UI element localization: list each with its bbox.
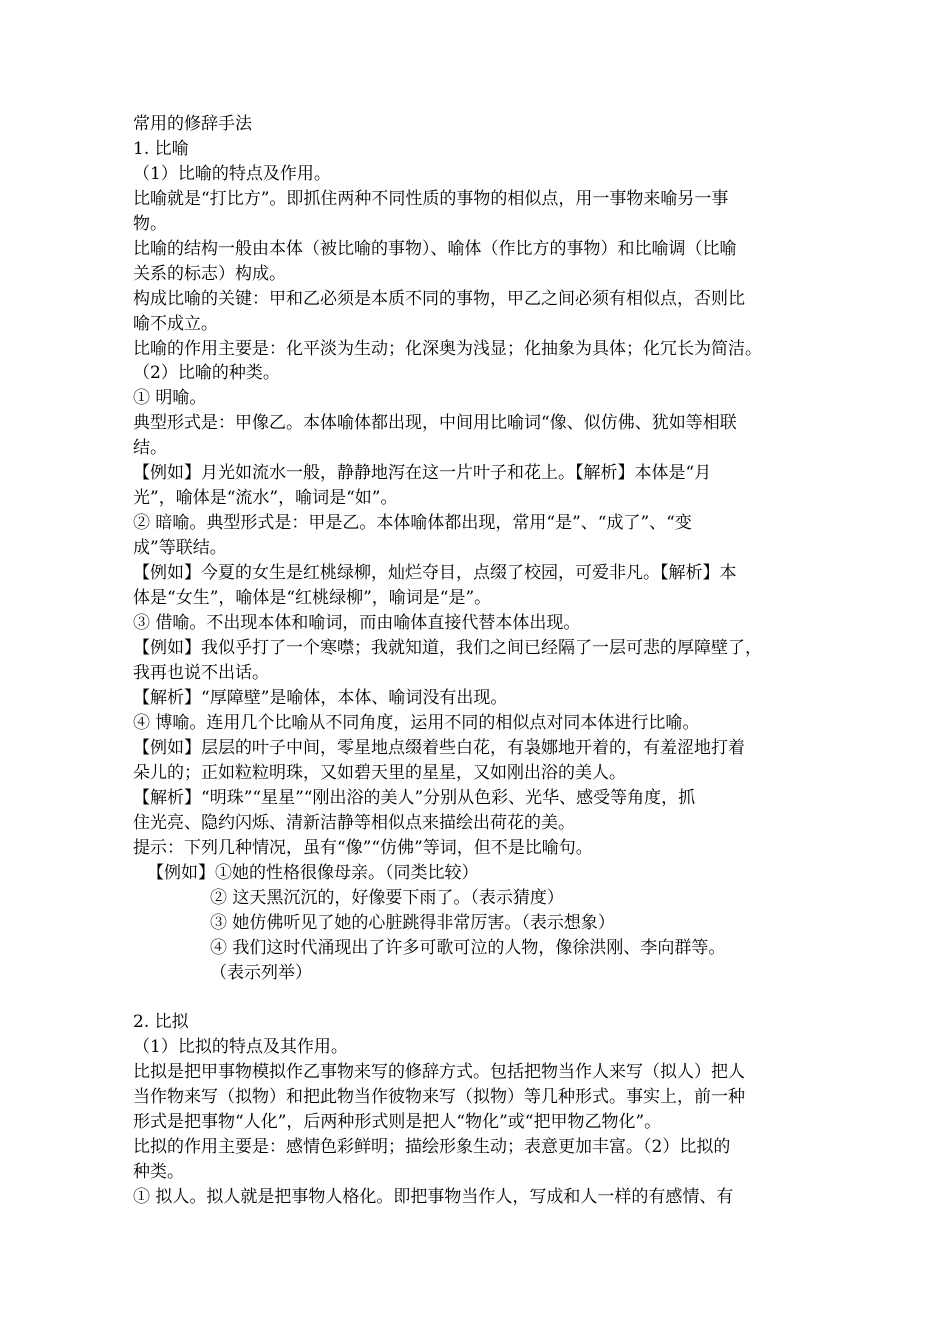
text-line: 【例如】今夏的女生是红桃绿柳，灿烂夺目，点缀了校园，可爱非凡。【解析】本: [133, 563, 737, 583]
section-heading: 2. 比拟: [133, 1012, 189, 1032]
text-line: ④ 博喻。连用几个比喻从不同角度，运用不同的相似点对同本体进行比喻。: [133, 713, 700, 733]
text-line: 关系的标志）构成。: [133, 264, 286, 284]
text-line: 【解析】“厚障壁”是喻体，本体、喻词没有出现。: [133, 688, 508, 708]
section-heading: 1. 比喻: [133, 139, 189, 159]
text-line: 比拟的作用主要是：感情色彩鲜明；描绘形象生动；表意更加丰富。（2）比拟的: [133, 1137, 731, 1157]
document-title: 常用的修辞手法: [133, 114, 252, 134]
text-line: 比喻就是“打比方”。即抓住两种不同性质的事物的相似点，用一事物来喻另一事: [133, 189, 729, 209]
text-line: ③ 借喻。不出现本体和喻词，而由喻体直接代替本体出现。: [133, 613, 581, 633]
text-line: 我再也说不出话。: [133, 663, 269, 683]
example-line: ③ 她仿佛听见了她的心脏跳得非常厉害。（表示想象）: [210, 913, 615, 933]
text-line: 体是“女生”，喻体是“红桃绿柳”，喻词是“是”。: [133, 588, 492, 608]
text-line: 物。: [133, 214, 167, 234]
text-line: 【例如】层层的叶子中间，零星地点缀着些白花，有袅娜地开着的，有羞涩地打着: [133, 738, 745, 758]
text-line: 结。: [133, 438, 167, 458]
text-line: 光”，喻体是“流水”，喻词是“如”。: [133, 488, 398, 508]
text-line: 住光亮、隐约闪烁、清新洁静等相似点来描绘出荷花的美。: [133, 813, 575, 833]
text-line: 种类。: [133, 1162, 184, 1182]
subsection-heading: （1）比拟的特点及其作用。: [133, 1037, 348, 1057]
text-line: ① 拟人。拟人就是把事物人格化。即把事物当作人，写成和人一样的有感情、有: [133, 1187, 734, 1207]
text-line: 当作物来写（拟物）和把此物当作彼物来写（拟物）等几种形式。事实上，前一种: [133, 1087, 745, 1107]
text-line: 比喻的作用主要是：化平淡为生动；化深奥为浅显；化抽象为具体；化冗长为简洁。: [133, 339, 762, 359]
example-line: 【例如】①她的性格很像母亲。（同类比较）: [147, 863, 479, 883]
example-line: ② 这天黑沉沉的，好像要下雨了。（表示猜度）: [210, 888, 564, 908]
text-line: 提示：下列几种情况，虽有“像”“仿佛”等词，但不是比喻句。: [133, 838, 593, 858]
text-line: 朵儿的；正如粒粒明珠，又如碧天里的星星，又如刚出浴的美人。: [133, 763, 626, 783]
text-line: 【解析】“明珠”“星星”“刚出浴的美人”分别从色彩、光华、感受等角度，抓: [133, 788, 696, 808]
text-line: 构成比喻的关键：甲和乙必须是本质不同的事物，甲乙之间必须有相似点，否则比: [133, 289, 745, 309]
subsection-heading: （2）比喻的种类。: [133, 363, 280, 383]
text-line: 形式是把事物“人化”，后两种形式则是把人“物化”或“把甲物乙物化”。: [133, 1112, 662, 1132]
text-line: ① 明喻。: [133, 388, 207, 408]
text-line: 比拟是把甲事物模拟作乙事物来写的修辞方式。包括把物当作人来写（拟人）把人: [133, 1062, 745, 1082]
text-line: 【例如】我似乎打了一个寒噤；我就知道，我们之间已经隔了一层可悲的厚障壁了，: [133, 638, 762, 658]
text-line: 比喻的结构一般由本体（被比喻的事物）、喻体（作比方的事物）和比喻调（比喻: [133, 239, 737, 259]
text-line: 【例如】月光如流水一般，静静地泻在这一片叶子和花上。【解析】本体是“月: [133, 463, 712, 483]
subsection-heading: （1）比喻的特点及作用。: [133, 164, 331, 184]
text-line: 喻不成立。: [133, 314, 218, 334]
example-line: ④ 我们这时代涌现出了许多可歌可泣的人物，像徐洪刚、李向群等。: [210, 938, 726, 958]
text-line: 典型形式是：甲像乙。本体喻体都出现，中间用比喻词“像、似仿佛、犹如等相联: [133, 413, 737, 433]
example-line: （表示列举）: [210, 963, 312, 983]
text-line: 成”等联结。: [133, 538, 227, 558]
text-line: ② 暗喻。典型形式是：甲是乙。本体喻体都出现，常用“是”、“成了”、“变: [133, 513, 692, 533]
